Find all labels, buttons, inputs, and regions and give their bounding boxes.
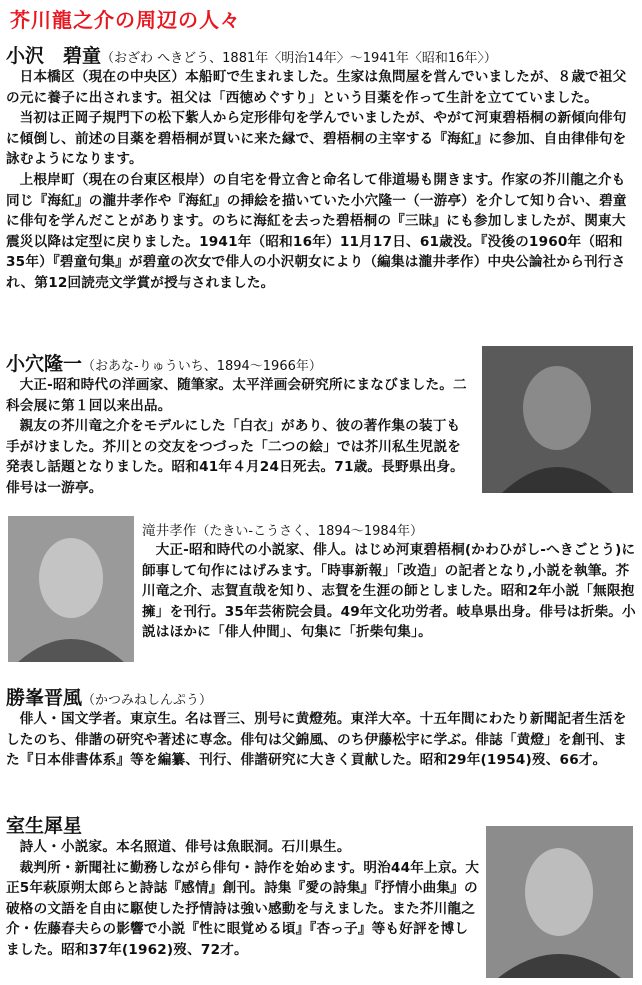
- person-heading: [6, 349, 474, 375]
- portrait-placeholder-icon: [486, 826, 633, 978]
- person-heading: [6, 41, 636, 67]
- bio-paragraph: 日本橋区（現在の中央区）本船町で生まれました。生家は魚問屋を営んでいましたが、８歳で祖父の元に養子に出されます。祖父は「西徳めぐすり」という目薬を作って生計を立てていました。: [6, 69, 627, 106]
- section-oana-ryuichi: [6, 349, 474, 499]
- person-reading: （かつみねしんぷう）: [82, 693, 213, 708]
- person-heading: [142, 519, 636, 540]
- person-reading: （おざわ へきどう、1881年〈明治14年〉～1941年〈昭和16年〉）: [101, 51, 497, 66]
- bio-paragraph: 大正-昭和時代の洋画家、随筆家。太平洋画会研究所にまなびました。二科会展に第１回以来出品。: [6, 377, 467, 414]
- bio-paragraph: 大正-昭和時代の小説家、俳人。はじめ河東碧梧桐(かわひがし-へきごとう)に師事して句作にはげみます。「時事新報」「改造」の記者となり,小説を執筆。芥川竜之介、志賀直哉を知り、志賀を生涯の師としました。昭和2年小説「無限抱擁」を刊行。35年芸術院会員。49年文化功労者。岐阜県出身。俳号は折柴。小説はほかに「俳人仲間」、句集に「折柴句集」。: [142, 542, 636, 641]
- person-reading: （おあな-りゅういち、1894～1966年）: [82, 359, 322, 374]
- bio-paragraph: 当初は正岡子規門下の松下紫人から定形俳句を学んでいましたが、やがて河東碧梧桐の新傾向俳句に傾倒し、前述の目薬を碧梧桐が買いに来た縁で、碧梧桐の主宰する『海紅』に参加、自由律俳句を詠むようになります。: [6, 110, 627, 168]
- portrait-photo-takii: [8, 516, 134, 662]
- section-ozawa-hekido: [6, 41, 636, 294]
- person-reading: （たきい-こうさく、1894～1984年）: [196, 524, 423, 539]
- section-katsumine-shinpu: [6, 683, 636, 771]
- person-heading: [6, 811, 480, 837]
- person-name: 滝井孝作: [142, 523, 197, 539]
- person-name: 勝峯晋風: [6, 687, 83, 709]
- person-heading: [6, 683, 636, 709]
- bio-paragraph: 詩人・小説家。本名照道、俳号は魚眠洞。石川県生。: [19, 839, 351, 855]
- person-name: 小穴隆一: [6, 353, 83, 375]
- person-name: 室生犀星: [6, 815, 83, 837]
- page-title: 芥川龍之介の周辺の人々: [10, 8, 241, 32]
- portrait-placeholder-icon: [8, 516, 134, 662]
- bio-paragraph: 裁判所・新聞社に勤務しながら俳句・詩作を始めます。明治44年上京。大正5年萩原朔太郎らと詩誌『感情』創刊。詩集『愛の詩集』『抒情小曲集』の破格の文語を自由に駆使した抒情詩は強い感動を与えました。また芥川龍之介・佐藤春夫らの影響で小説『性に眼覚める頃』『杏っ子』等も好評を博しました。昭和37年(1962)歿、72才。: [6, 859, 480, 958]
- portrait-photo-muro: [486, 826, 633, 978]
- bio-paragraph: 俳人・国文学者。東京生。名は晋三、別号に黄燈苑。東洋大卒。十五年間にわたり新聞記者生活をしたのち、俳諧の研究や著述に専念。俳句は父錦風、のち伊藤松宇に学ぶ。俳誌「黄燈」を創刊、また『日本俳書体系』等を編纂、刊行、俳諧研究に大きく貢献した。昭和29年(1954)歿、66才。: [6, 711, 627, 769]
- section-muro-saisei: [6, 811, 480, 961]
- person-name: 小沢 碧童: [6, 45, 102, 67]
- portrait-placeholder-icon: [482, 346, 633, 493]
- section-takii-kosaku: [142, 519, 636, 643]
- bio-paragraph: 親友の芥川竜之介をモデルにした「白衣」があり、彼の著作集の装丁も手がけました。芥川との交友をつづった「二つの絵」では芥川私生児説を発表し話題となりました。昭和41年４月24日死去。71歳。長野県出身。俳号は一游亭。: [6, 418, 464, 496]
- portrait-photo-oana: [482, 346, 633, 493]
- bio-paragraph: 上根岸町（現在の台東区根岸）の自宅を骨立舎と命名して俳道場も開きます。作家の芥川龍之介も同じ『海紅』の瀧井孝作や『海紅』の挿絵を描いていた小穴隆一（一游亭）を介して知り合い、碧童に俳句を学んだことがあります。のちに海紅を去った碧梧桐の『三昧』にも参加しましたが、関東大震災以降は定型に戻りました。1941年（昭和16年）11月17日、61歳没。『没後の1960年（昭和35年）『碧童句集』が碧童の次女で俳人の小沢朝女により（編集は瀧井孝作）中央公論社から刊行され、第12回読売文学賞が授与されました。: [6, 171, 627, 291]
